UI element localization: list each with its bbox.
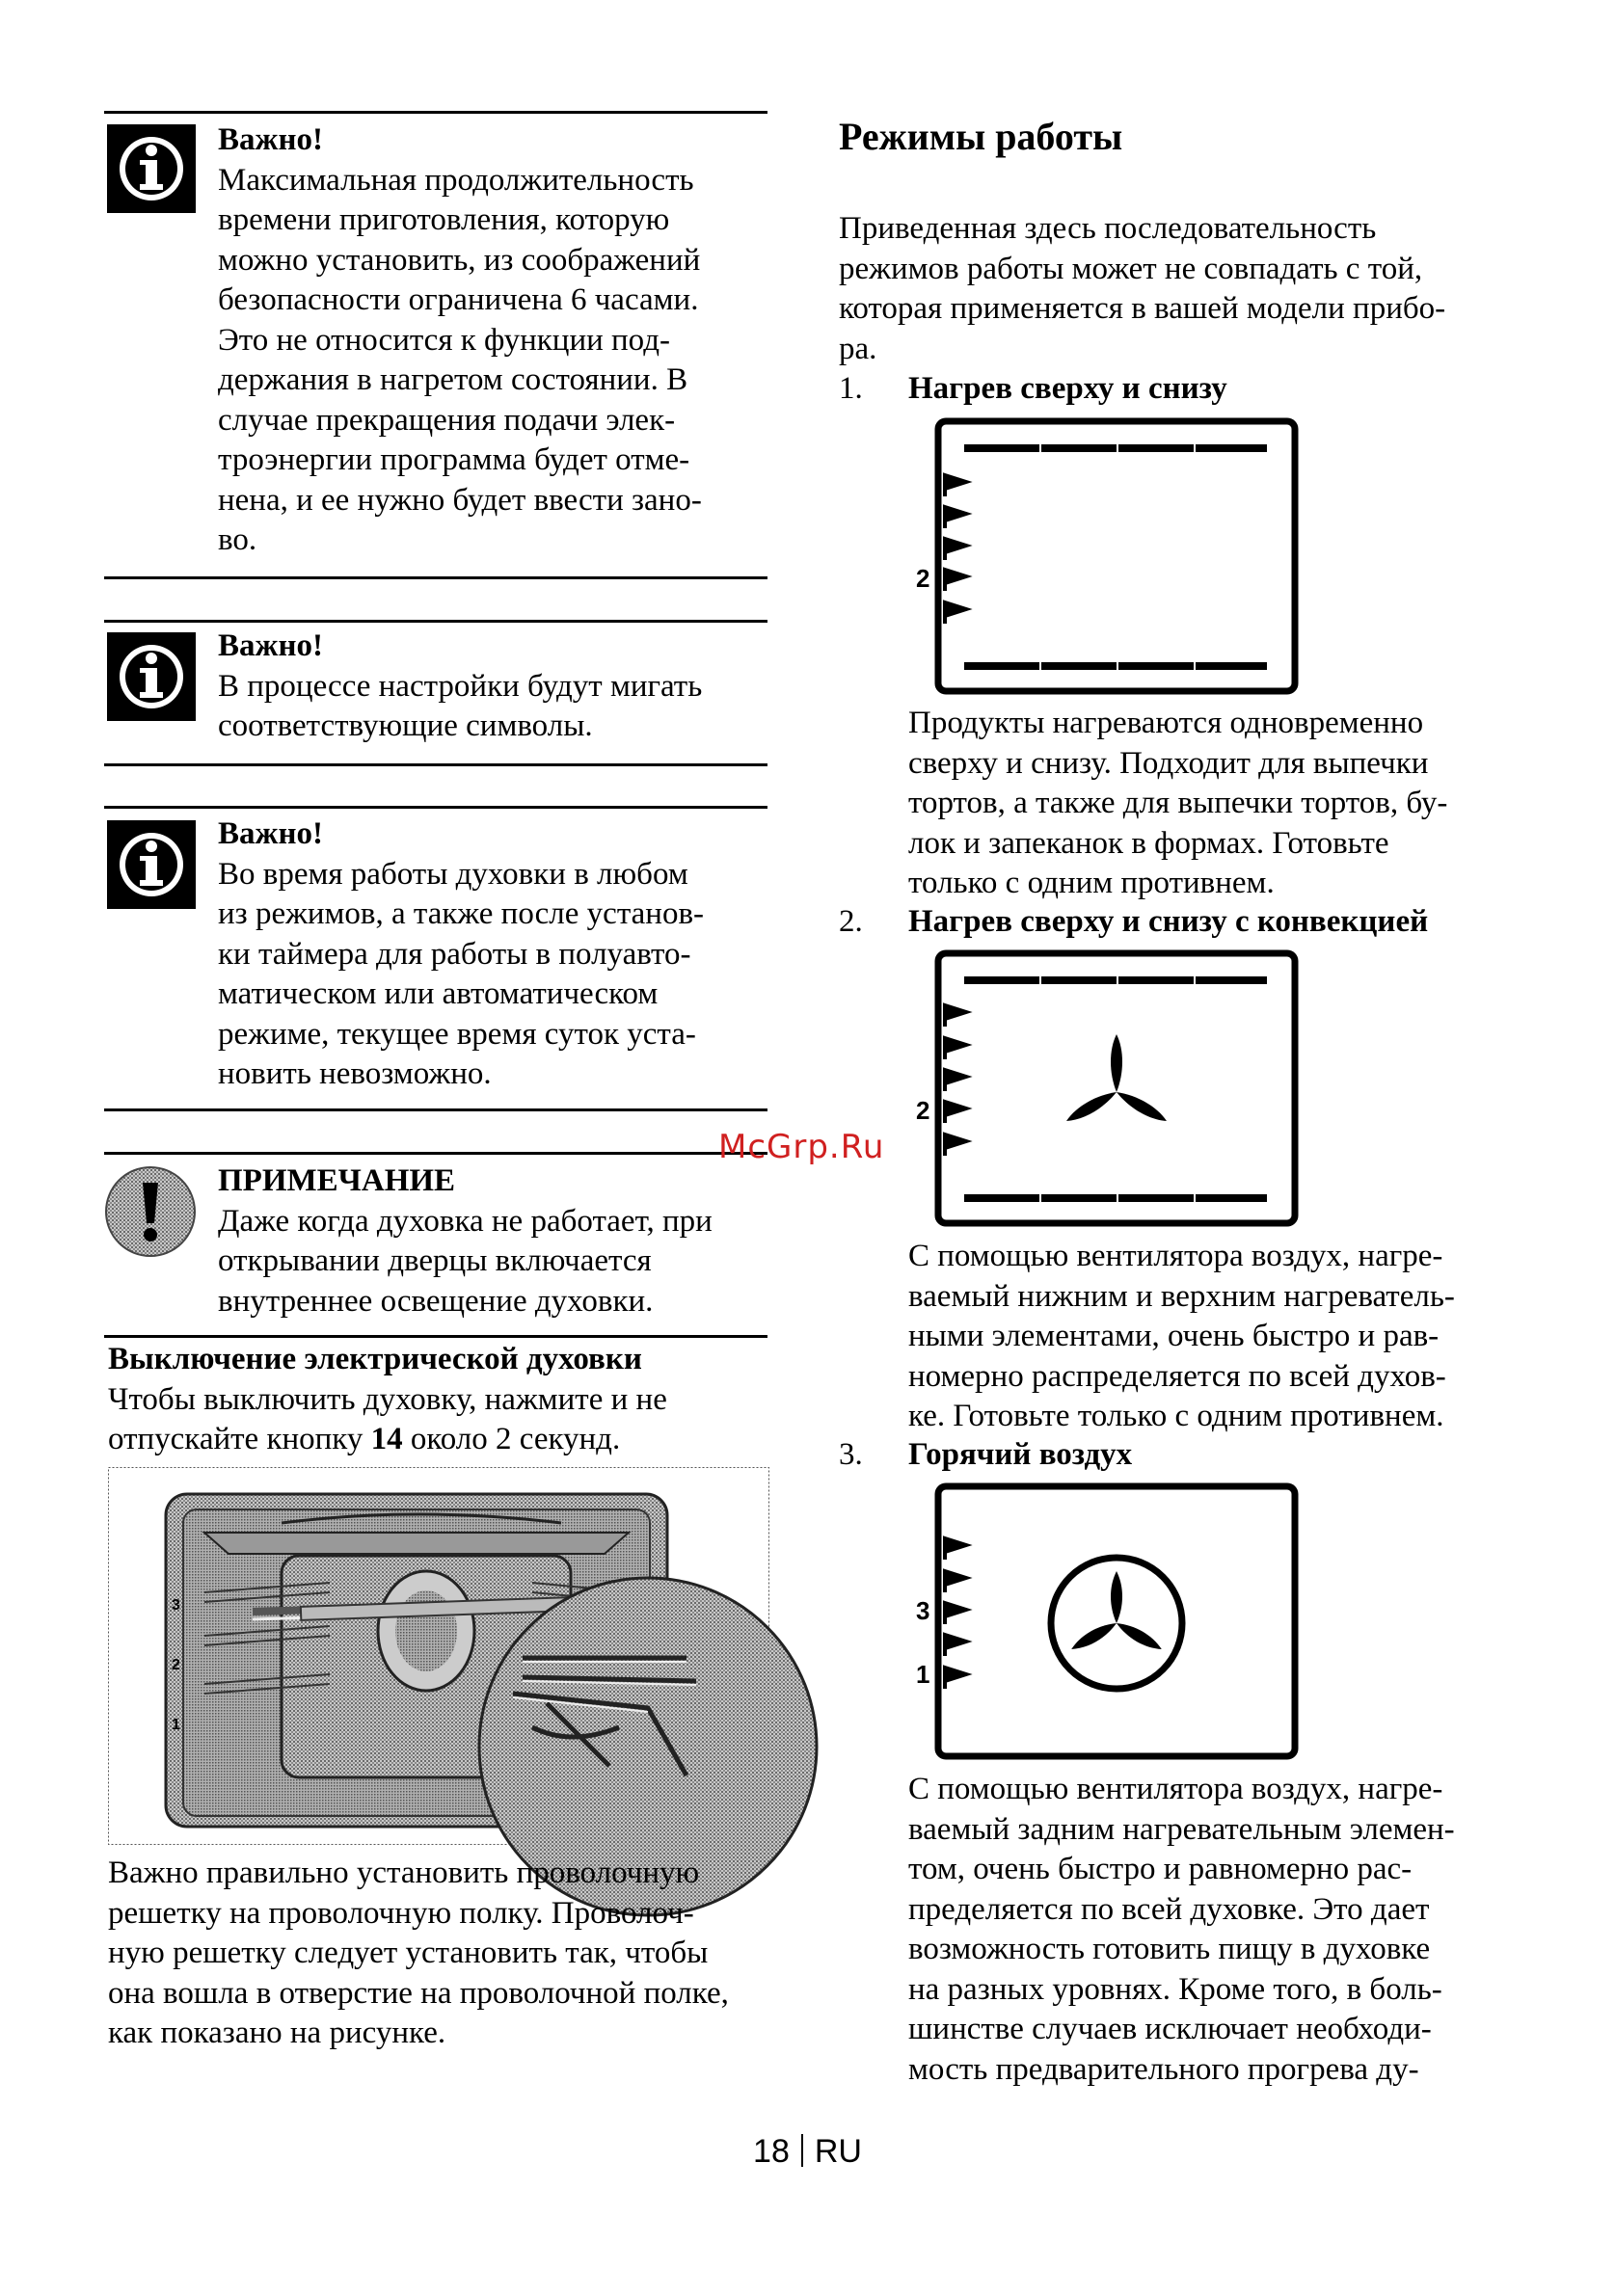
note-line: внутреннее освещение духовки. [218, 1283, 654, 1319]
notice-line: ки таймера для работы в полуавто- [218, 936, 691, 972]
top-bottom-convection-diagram [916, 949, 1300, 1229]
mode-desc-line: том, очень быстро и равномерно рас- [908, 1852, 1413, 1886]
intro-line: ра. [839, 331, 877, 366]
button-number: 14 [370, 1422, 403, 1456]
mode-desc-line: С помощью вентилятора воздух, нагре- [908, 1239, 1443, 1273]
notice-line: новить невозможно. [218, 1056, 492, 1091]
important-notice-1 [104, 120, 767, 574]
mode-1-description [908, 704, 1525, 904]
note-block [104, 1161, 767, 1335]
page-footer [0, 2133, 1615, 2171]
mode-desc-line: тортов, а также для выпечки тортов, бу- [908, 786, 1448, 820]
exclamation-icon [104, 1165, 197, 1258]
mode-desc-line: номерно распределяется по всей духов- [908, 1358, 1446, 1394]
mode-desc-line: пределяется по всей духовке. Это дает [908, 1891, 1430, 1927]
level-label: 2 [916, 564, 930, 593]
divider [104, 620, 767, 623]
page-number: 18 [753, 2133, 790, 2170]
page-heading: Режимы работы [839, 115, 1123, 158]
divider [104, 806, 767, 809]
intro-text [839, 209, 1533, 369]
mode-desc-line: возможность готовить пищу в духовке [908, 1932, 1431, 1966]
important-notice-2 [104, 627, 767, 761]
watermark: McGrp.Ru [718, 1128, 885, 1166]
notice-line: нена, и ее нужно будет ввести зано- [218, 482, 702, 518]
note-line: открывании дверцы включается [218, 1243, 652, 1278]
level-label: 3 [916, 1596, 930, 1625]
divider [104, 763, 767, 766]
mode-desc-line: лок и запеканок в формах. Готовьте [908, 825, 1389, 861]
rack-line: ную решетку следует установить так, чтобы [108, 1936, 709, 1970]
notice-line: держания в нагретом состоянии. В [218, 362, 688, 397]
divider [104, 1335, 767, 1338]
notice-line: Максимальная продолжительность [218, 162, 694, 198]
mode-number: 1. [839, 371, 863, 406]
shutdown-section [108, 1340, 783, 1460]
level-label: 1 [916, 1660, 930, 1689]
rack-level-label: 1 [172, 1717, 180, 1733]
info-icon [107, 124, 196, 213]
important-notice-3 [104, 814, 767, 1104]
mode-desc-line: С помощью вентилятора воздух, нагре- [908, 1772, 1443, 1806]
notice-line: троэнергии программа будет отме- [218, 442, 690, 477]
mode-desc-line: ваемый нижним и верхним нагреватель- [908, 1278, 1455, 1314]
divider [104, 576, 767, 579]
shutdown-line: Чтобы выключить духовку, нажмите и не [108, 1381, 667, 1417]
rack-line: решетку на проволочную полку. Проволоч- [108, 1895, 694, 1931]
notice-line: Во время работы духовки в любом [218, 856, 688, 892]
intro-line: Приведенная здесь последовательность [839, 211, 1377, 246]
info-icon [107, 632, 196, 721]
mode-number: 3. [839, 1437, 863, 1472]
hot-air-diagram [916, 1482, 1300, 1762]
mode-label: Горячий воздух [908, 1437, 1133, 1472]
top-bottom-heat-diagram [916, 417, 1300, 697]
notice-line: Это не относится к функции под- [218, 322, 671, 358]
note-title: ПРИМЕЧАНИЕ [218, 1163, 456, 1198]
page-heading-wrap [839, 114, 1122, 159]
info-icon [107, 820, 196, 909]
rack-line: она вошла в отверстие на проволочной полке, [108, 1975, 729, 2011]
rack-instructions [108, 1854, 783, 2054]
mode-desc-line: на разных уровнях. Кроме того, в боль- [908, 1971, 1442, 2007]
mode-number: 2. [839, 904, 863, 939]
notice-title: Важно! [218, 122, 323, 157]
mode-desc-line: Продукты нагреваются одновременно [908, 706, 1424, 740]
mode-desc-line: сверху и снизу. Подходит для выпечки [908, 745, 1429, 781]
mode-desc-line: только с одним противнем. [908, 866, 1275, 900]
mode-3-description [908, 1770, 1525, 2090]
notice-line: режиме, текущее время суток уста- [218, 1016, 696, 1052]
mode-desc-line: ке. Готовьте только с одним противнем. [908, 1399, 1444, 1433]
notice-title: Важно! [218, 816, 323, 851]
mode-label: Нагрев сверху и снизу [908, 371, 1227, 406]
notice-line: В процессе настройки будут мигать [218, 668, 703, 704]
notice-line: во. [218, 522, 257, 557]
notice-line: безопасности ограничена 6 часами. [218, 282, 699, 317]
note-line: Даже когда духовка не работает, при [218, 1203, 713, 1239]
intro-line: режимов работы может не совпадать с той, [839, 251, 1423, 286]
notice-line: матическом или автоматическом [218, 976, 659, 1011]
rack-level-label: 2 [172, 1657, 180, 1673]
footer-separator [801, 2134, 803, 2167]
level-label: 2 [916, 1096, 930, 1125]
divider [104, 111, 767, 114]
language-code: RU [814, 2133, 862, 2170]
rack-line: Важно правильно установить проволочную [108, 1855, 700, 1890]
oven-rack-illustration [108, 1467, 769, 1845]
mode-desc-line: ваемый задним нагревательным элемен- [908, 1811, 1455, 1847]
rack-level-label: 3 [172, 1597, 180, 1614]
intro-line: которая применяется в вашей модели прибо- [839, 291, 1446, 326]
divider [104, 1152, 767, 1155]
divider [104, 1108, 767, 1111]
notice-title: Важно! [218, 628, 323, 663]
notice-line: соответствующие символы. [218, 708, 593, 743]
text-span: отпускайте кнопку [108, 1422, 371, 1456]
rack-line: как показано на рисунке. [108, 2016, 446, 2050]
shutdown-title: Выключение электрической духовки [108, 1342, 642, 1376]
notice-line: из режимов, а также после установ- [218, 896, 705, 931]
text-span: около 2 секунд. [402, 1422, 621, 1456]
notice-line: времени приготовления, которую [218, 202, 670, 237]
shutdown-line [108, 1420, 783, 1460]
notice-line: можно установить, из соображений [218, 242, 701, 278]
mode-desc-line: мость предварительного прогрева ду- [908, 2051, 1419, 2087]
mode-2-description [908, 1237, 1525, 1437]
mode-label: Нагрев сверху и снизу с конвекцией [908, 904, 1429, 939]
notice-line: случае прекращения подачи элек- [218, 402, 676, 438]
mode-desc-line: ными элементами, очень быстро и рав- [908, 1319, 1440, 1353]
mode-desc-line: шинстве случаев исключает необходи- [908, 2012, 1432, 2046]
